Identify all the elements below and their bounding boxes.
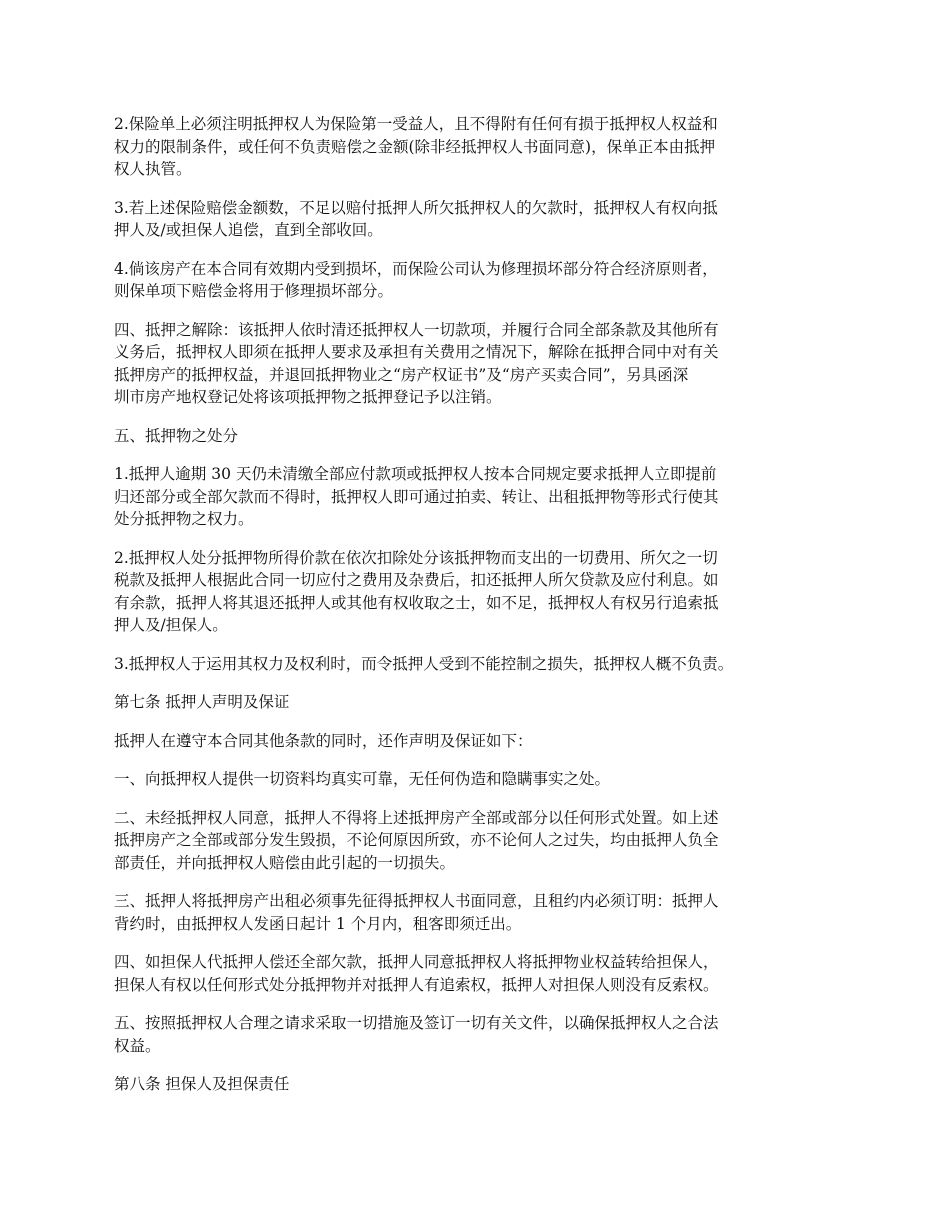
- paragraph-line: 圳市房产地权登记处将该项抵押物之抵押登记予以注销。: [114, 388, 502, 406]
- paragraph-line: 税款及抵押人根据此合同一切应付之费用及杂费后，扣还抵押人所欠贷款及应付利息。如: [114, 571, 719, 589]
- paragraph-line: 第八条 担保人及担保责任: [114, 1075, 290, 1093]
- paragraph-line: 有余款，抵押人将其退还抵押人或其他有权收取之士，如不足，抵押权人有权另行追索抵: [114, 593, 719, 612]
- paragraph-line: 3.若上述保险赔偿金额数，不足以赔付抵押人所欠抵押权人的欠款时，抵押权人有权向抵: [114, 198, 718, 217]
- paragraph: [114, 113, 844, 181]
- paragraph: [114, 425, 844, 448]
- document-body: [114, 113, 844, 1096]
- paragraph-line: 抵押人在遵守本合同其他条款的同时，还作声明及保证如下：: [114, 731, 533, 750]
- paragraph: [114, 890, 844, 935]
- paragraph-line: 一、向抵押权人提供一切资料均真实可靠，无任何伪造和隐瞒事实之处。: [114, 770, 611, 788]
- paragraph: [114, 1012, 844, 1057]
- paragraph-line: 担保人有权以任何形式处分抵押物并对抵押人有追索权，抵押人对担保人则没有反索权。: [114, 975, 719, 994]
- paragraph: [114, 951, 844, 996]
- paragraph-line: 义务后，抵押权人即须在抵押人要求及承担有关费用之情况下，解除在抵押合同中对有关: [114, 343, 719, 361]
- paragraph: [114, 730, 844, 753]
- paragraph-line: 2.抵押权人处分抵押物所得价款在依次扣除处分该抵押物而支出的一切费用、所欠之一切: [114, 548, 718, 567]
- paragraph-line: 归还部分或全部欠款而不得时，抵押权人即可通过拍卖、转让、出租抵押物等形式行使其: [114, 487, 719, 506]
- paragraph: [114, 547, 844, 637]
- paragraph-line: 抵押房产之全部或部分发生毁损，不论何原因所致，亦不论何人之过失，均由抵押人负全: [114, 831, 719, 849]
- paragraph-line: 处分抵押物之权力。: [114, 510, 254, 528]
- paragraph-line: 三、抵押人将抵押房产出租必须事先征得抵押权人书面同意，且租约内必须订明：抵押人: [114, 892, 719, 910]
- paragraph-line: 四、抵押之解除：该抵押人依时清还抵押权人一切款项，并履行合同全部条款及其他所有: [114, 320, 719, 339]
- paragraph-line: 4.倘该房产在本合同有效期内受到损坏，而保险公司认为修理损坏部分符合经济原则者，: [114, 259, 718, 278]
- paragraph: [114, 768, 844, 791]
- paragraph-line: 五、抵押物之处分: [114, 426, 239, 445]
- paragraph: [114, 319, 844, 409]
- paragraph-line: 1.抵押人逾期 30 天仍未清缴全部应付款项或抵押权人按本合同规定要求抵押人立即提前: [114, 465, 717, 483]
- paragraph-line: 四、如担保人代抵押人偿还全部欠款，抵押人同意抵押权人将抵押物业权益转给担保人，: [114, 953, 719, 971]
- paragraph: [114, 463, 844, 531]
- paragraph-line: 五、按照抵押权人合理之请求采取一切措施及签订一切有关文件，以确保抵押权人之合法: [114, 1014, 719, 1032]
- paragraph-line: 权人执管。: [114, 160, 192, 178]
- paragraph-line: 权力的限制条件，或任何不负责赔偿之金额(除非经抵押权人书面同意)，保单正本由抵押: [114, 137, 716, 156]
- document-page: [114, 113, 844, 1112]
- paragraph-line: 背约时，由抵押权人发函日起计 1 个月内，租客即须迁出。: [114, 914, 522, 933]
- paragraph-line: 则保单项下赔偿金将用于修理损坏部分。: [114, 282, 394, 300]
- paragraph: [114, 807, 844, 875]
- paragraph-line: 第七条 抵押人声明及保证: [114, 693, 290, 711]
- paragraph: [114, 653, 844, 676]
- paragraph-line: 权益。: [114, 1036, 161, 1055]
- paragraph: [114, 691, 844, 714]
- paragraph-line: 抵押房产的抵押权益，并退回抵押物业之“房产权证书”及“房产买卖合同”，另具函深: [114, 365, 689, 384]
- paragraph: [114, 258, 844, 303]
- paragraph-line: 二、未经抵押权人同意，抵押人不得将上述抵押房产全部或部分以任何形式处置。如上述: [114, 808, 719, 827]
- paragraph-line: 部责任，并向抵押权人赔偿由此引起的一切损失。: [114, 853, 456, 872]
- paragraph-line: 押人及/担保人。: [114, 616, 228, 634]
- paragraph-line: 3.抵押权人于运用其权力及权利时，而令抵押人受到不能控制之损失，抵押权人概不负责。: [114, 654, 734, 673]
- paragraph-line: 2.保险单上必须注明抵押权人为保险第一受益人，且不得附有任何有损于抵押权人权益和: [114, 115, 718, 133]
- paragraph: [114, 197, 844, 242]
- paragraph-line: 押人及/或担保人追偿，直到全部收回。: [114, 221, 383, 239]
- paragraph: [114, 1073, 844, 1096]
